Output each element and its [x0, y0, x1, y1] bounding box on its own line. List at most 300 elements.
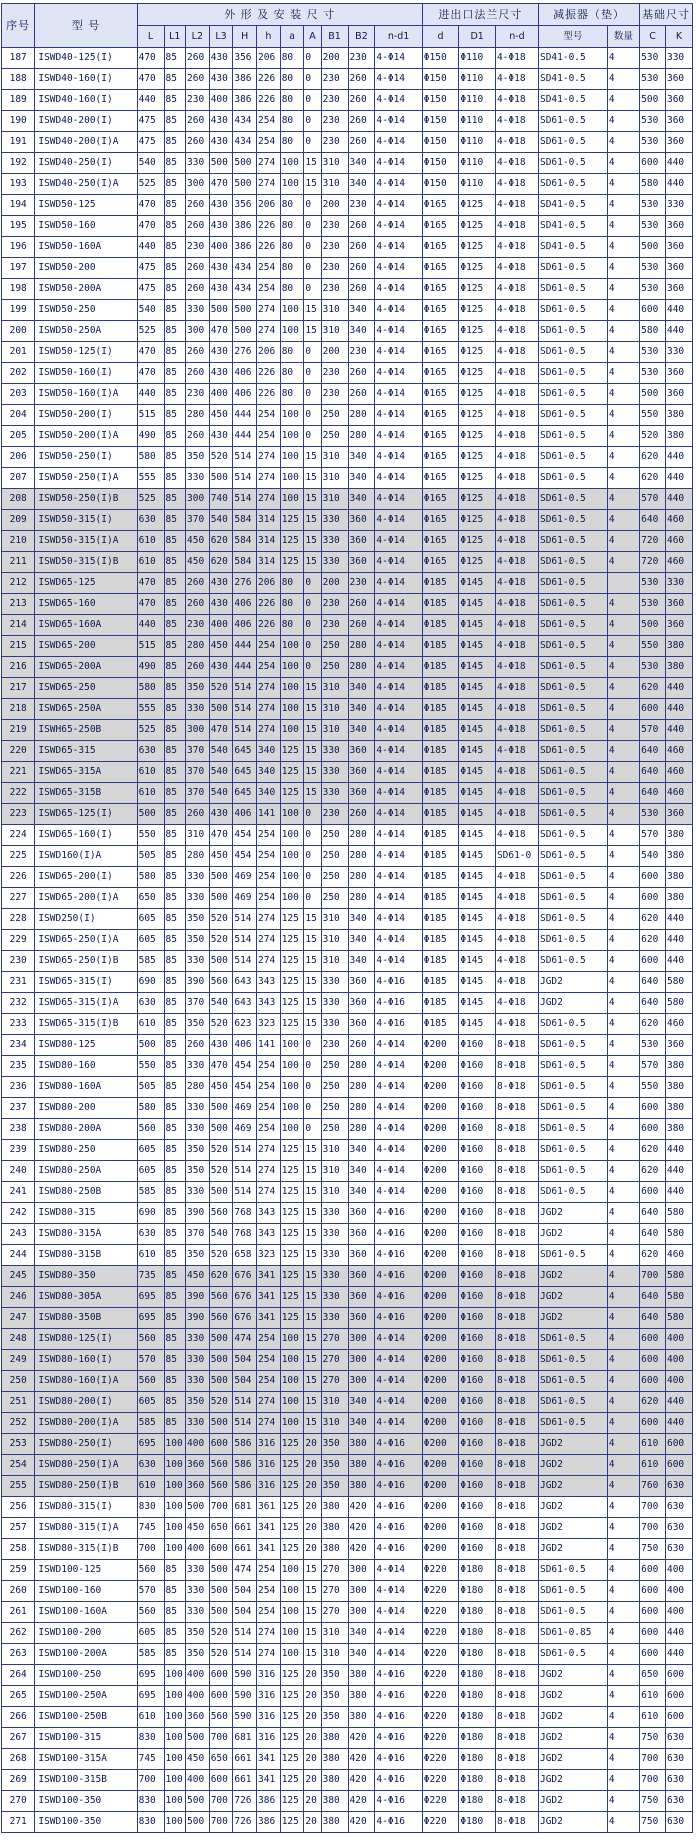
table-cell: 370	[186, 783, 210, 804]
table-cell: 514	[233, 489, 257, 510]
table-cell: 600	[209, 1686, 233, 1707]
table-cell: 350	[186, 930, 210, 951]
table-row	[2, 342, 693, 363]
table-cell: 4	[607, 1455, 639, 1476]
table-cell: SD61-0.5	[538, 1161, 607, 1182]
table-cell: 4-Φ18	[495, 216, 538, 237]
table-cell: 0	[304, 48, 321, 69]
table-cell: 4	[607, 321, 639, 342]
table-cell: 254	[257, 1350, 281, 1371]
table-cell: 100	[280, 1602, 304, 1623]
table-cell: 4	[607, 132, 639, 153]
table-cell: 340	[348, 930, 375, 951]
table-cell: 20	[304, 1476, 321, 1497]
table-cell: ISWD80-250(I)A	[35, 1455, 137, 1476]
table-cell: 444	[233, 426, 257, 447]
table-cell: 4-Φ14	[375, 1161, 422, 1182]
table-cell: 250	[321, 636, 348, 657]
table-cell: 125	[280, 1014, 304, 1035]
table-cell: 85	[164, 300, 186, 321]
table-cell: SD61-0.5	[538, 1371, 607, 1392]
table-cell: 230	[186, 237, 210, 258]
table-cell: 700	[640, 1749, 666, 1770]
col-header-n-d: n-d	[495, 26, 538, 48]
table-cell: 440	[665, 1161, 692, 1182]
table-cell: 226	[257, 363, 281, 384]
table-cell: 125	[280, 783, 304, 804]
table-cell: 610	[137, 531, 164, 552]
table-cell: 85	[164, 342, 186, 363]
table-cell: 600	[209, 1770, 233, 1791]
table-cell: Φ165	[422, 426, 459, 447]
table-cell: 4	[607, 384, 639, 405]
table-cell: 280	[348, 1119, 375, 1140]
table-cell: SD61-0.5	[538, 1098, 607, 1119]
table-cell: 0	[304, 1077, 321, 1098]
table-cell: 514	[233, 468, 257, 489]
table-cell: 500	[186, 1497, 210, 1518]
table-cell: 560	[209, 1203, 233, 1224]
table-cell: 620	[209, 552, 233, 573]
table-cell: 100	[280, 1329, 304, 1350]
table-row	[2, 1161, 693, 1182]
table-cell: 4-Φ16	[375, 1812, 422, 1833]
table-cell: 370	[186, 1224, 210, 1245]
table-cell: 250	[321, 1077, 348, 1098]
table-cell: 85	[164, 657, 186, 678]
table-cell: 434	[233, 258, 257, 279]
table-cell: 630	[665, 1476, 692, 1497]
table-cell: 236	[2, 1077, 35, 1098]
table-cell: 406	[233, 615, 257, 636]
table-cell: 217	[2, 678, 35, 699]
table-cell: 198	[2, 279, 35, 300]
table-cell: 400	[209, 615, 233, 636]
table-cell: SD61-0.5	[538, 678, 607, 699]
table-cell: Φ185	[422, 930, 459, 951]
table-cell: 15	[304, 1224, 321, 1245]
table-cell: 830	[137, 1791, 164, 1812]
table-cell: Φ200	[422, 1182, 459, 1203]
table-cell: 560	[209, 1308, 233, 1329]
table-cell: SD61-0.5	[538, 720, 607, 741]
table-cell: 540	[209, 1224, 233, 1245]
table-row	[2, 1539, 693, 1560]
table-cell: 590	[233, 1665, 257, 1686]
table-cell: ISWD80-200(I)A	[35, 1413, 137, 1434]
table-cell: 100	[280, 846, 304, 867]
table-cell: 100	[280, 1056, 304, 1077]
col-header-L: L	[137, 26, 164, 48]
table-cell: Φ160	[459, 1182, 496, 1203]
table-cell: ISWD80-315A	[35, 1224, 137, 1245]
table-cell: 330	[186, 699, 210, 720]
table-cell: 4-Φ14	[375, 867, 422, 888]
table-cell: 230	[2, 951, 35, 972]
table-row	[2, 1140, 693, 1161]
table-cell: 520	[209, 1161, 233, 1182]
table-cell: 600	[209, 1539, 233, 1560]
table-cell: Φ180	[459, 1560, 496, 1581]
table-cell: 200	[321, 195, 348, 216]
table-cell: 4-Φ14	[375, 741, 422, 762]
table-cell: SD61-0.5	[538, 384, 607, 405]
table-cell: 85	[164, 741, 186, 762]
table-cell: 8-Φ18	[495, 1581, 538, 1602]
table-cell: 4	[607, 1560, 639, 1581]
table-cell: 350	[186, 1623, 210, 1644]
table-cell: 340	[348, 1392, 375, 1413]
table-cell: 4-Φ14	[375, 1098, 422, 1119]
col-header-seq: 序号	[2, 4, 35, 48]
table-cell: 360	[348, 1266, 375, 1287]
table-row	[2, 1224, 693, 1245]
table-row	[2, 1791, 693, 1812]
table-cell: 600	[640, 1623, 666, 1644]
table-cell: SD61-0.5	[538, 1182, 607, 1203]
table-cell: 310	[321, 909, 348, 930]
table-cell: 230	[186, 615, 210, 636]
table-cell: 630	[137, 1455, 164, 1476]
table-cell: 4-Φ16	[375, 972, 422, 993]
table-cell: 85	[164, 1077, 186, 1098]
table-cell: 406	[233, 804, 257, 825]
table-cell: 80	[280, 132, 304, 153]
table-cell: 460	[665, 510, 692, 531]
table-cell: 330	[186, 300, 210, 321]
table-cell: 265	[2, 1686, 35, 1707]
table-cell: 125	[280, 762, 304, 783]
table-cell: 4-Φ14	[375, 951, 422, 972]
table-cell: 440	[665, 930, 692, 951]
col-header-damper-model: 型号	[538, 26, 607, 48]
table-cell: JGD2	[538, 1455, 607, 1476]
table-cell: 85	[164, 1329, 186, 1350]
table-cell: 0	[304, 90, 321, 111]
table-cell: Φ185	[422, 909, 459, 930]
table-cell: Φ200	[422, 1392, 459, 1413]
table-cell: Φ185	[422, 951, 459, 972]
table-cell: Φ160	[459, 1140, 496, 1161]
table-cell: 370	[186, 762, 210, 783]
table-cell: 0	[304, 573, 321, 594]
table-cell: 200	[321, 573, 348, 594]
table-cell: 600	[640, 1329, 666, 1350]
table-cell: 4	[607, 237, 639, 258]
table-cell: 85	[164, 69, 186, 90]
table-cell: Φ200	[422, 1035, 459, 1056]
table-cell: 300	[348, 1560, 375, 1581]
table-cell: 360	[665, 615, 692, 636]
table-cell: 380	[665, 405, 692, 426]
table-row	[2, 384, 693, 405]
table-cell: 469	[233, 888, 257, 909]
table-cell: ISWD80-350	[35, 1266, 137, 1287]
table-cell: 220	[2, 741, 35, 762]
table-cell: Φ165	[422, 237, 459, 258]
table-cell: 260	[186, 363, 210, 384]
table-cell: 505	[137, 1077, 164, 1098]
table-cell: ISWD50-315(I)	[35, 510, 137, 531]
table-row	[2, 1014, 693, 1035]
table-cell: 4	[607, 930, 639, 951]
table-cell: Φ160	[459, 1392, 496, 1413]
table-cell: ISWD65-160(I)	[35, 825, 137, 846]
table-cell: Φ180	[459, 1686, 496, 1707]
table-cell: 444	[233, 636, 257, 657]
table-cell: 330	[186, 867, 210, 888]
table-cell: 475	[137, 279, 164, 300]
table-cell: 260	[348, 615, 375, 636]
table-cell: Φ185	[422, 762, 459, 783]
table-cell: 474	[233, 1560, 257, 1581]
table-cell: 4-Φ18	[495, 510, 538, 531]
table-cell: Φ185	[422, 825, 459, 846]
table-cell: 0	[304, 342, 321, 363]
table-cell: 260	[186, 111, 210, 132]
table-cell: Φ110	[459, 48, 496, 69]
table-cell: 15	[304, 1014, 321, 1035]
table-cell: 193	[2, 174, 35, 195]
table-cell: 4	[607, 1035, 639, 1056]
table-cell: 4	[607, 447, 639, 468]
table-cell: 20	[304, 1497, 321, 1518]
table-cell: 530	[640, 216, 666, 237]
table-cell: 202	[2, 363, 35, 384]
table-row	[2, 1497, 693, 1518]
table-cell: 4-Φ14	[375, 1329, 422, 1350]
table-cell: 274	[257, 153, 281, 174]
table-cell: SD41-0.5	[538, 195, 607, 216]
table-cell: Φ165	[422, 321, 459, 342]
table-cell: 560	[209, 1707, 233, 1728]
table-cell: 676	[233, 1266, 257, 1287]
table-cell: 0	[304, 1056, 321, 1077]
table-cell: 343	[257, 993, 281, 1014]
table-cell: 500	[209, 300, 233, 321]
table-cell: ISWD80-200(I)	[35, 1392, 137, 1413]
table-cell: 640	[640, 1287, 666, 1308]
table-cell: 208	[2, 489, 35, 510]
table-cell: 610	[137, 1707, 164, 1728]
table-cell: 8-Φ18	[495, 1455, 538, 1476]
table-cell: 450	[186, 531, 210, 552]
table-cell: 141	[257, 1035, 281, 1056]
table-cell: 380	[348, 1665, 375, 1686]
table-cell: Φ200	[422, 1329, 459, 1350]
table-cell: ISWD50-160(I)A	[35, 384, 137, 405]
col-header-model: 型 号	[35, 4, 137, 48]
table-cell: 760	[640, 1476, 666, 1497]
table-cell: 360	[665, 594, 692, 615]
table-cell: 460	[665, 741, 692, 762]
table-cell: 125	[280, 531, 304, 552]
table-cell: ISWD80-315(I)B	[35, 1539, 137, 1560]
table-cell: 15	[304, 1140, 321, 1161]
table-cell: 4	[607, 363, 639, 384]
table-cell: 204	[2, 405, 35, 426]
table-cell: 600	[640, 153, 666, 174]
table-cell: 260	[348, 384, 375, 405]
table-cell: 600	[665, 1455, 692, 1476]
table-cell: Φ160	[459, 1329, 496, 1350]
table-cell: Φ185	[422, 1014, 459, 1035]
table-cell: 4-Φ14	[375, 237, 422, 258]
table-cell: Φ185	[422, 993, 459, 1014]
table-cell: 605	[137, 1392, 164, 1413]
table-cell: 386	[233, 90, 257, 111]
table-cell: 330	[665, 48, 692, 69]
table-cell: 4-Φ14	[375, 783, 422, 804]
table-cell: 80	[280, 594, 304, 615]
table-cell: 585	[137, 1413, 164, 1434]
table-cell: 4-Φ14	[375, 615, 422, 636]
table-cell: ISWD100-160	[35, 1581, 137, 1602]
table-cell: 100	[280, 1392, 304, 1413]
table-cell: SD61-0.5	[538, 1245, 607, 1266]
table-cell: 200	[2, 321, 35, 342]
table-cell: 4-Φ14	[375, 699, 422, 720]
table-cell: 610	[640, 1686, 666, 1707]
table-cell: Φ125	[459, 258, 496, 279]
table-cell: 260	[348, 111, 375, 132]
table-cell: ISWD50-250	[35, 300, 137, 321]
table-cell: 274	[257, 1413, 281, 1434]
table-cell: 600	[640, 951, 666, 972]
table-cell: 380	[348, 1455, 375, 1476]
table-cell: 125	[280, 1686, 304, 1707]
table-cell: 4	[607, 1161, 639, 1182]
table-cell: 620	[640, 1161, 666, 1182]
col-header-L3: L3	[209, 26, 233, 48]
table-cell: SD41-0.5	[538, 48, 607, 69]
table-cell: 190	[2, 111, 35, 132]
table-cell: 400	[186, 1434, 210, 1455]
table-cell: 430	[209, 804, 233, 825]
table-cell: 258	[2, 1539, 35, 1560]
table-cell: 350	[186, 447, 210, 468]
table-row	[2, 804, 693, 825]
table-cell: 360	[665, 804, 692, 825]
table-cell: 695	[137, 1308, 164, 1329]
table-cell: Φ185	[422, 657, 459, 678]
table-cell: 340	[348, 300, 375, 321]
table-cell: 141	[257, 804, 281, 825]
table-cell: 4-Φ18	[495, 783, 538, 804]
table-cell: 330	[665, 573, 692, 594]
table-cell: 380	[321, 1749, 348, 1770]
table-cell: 580	[665, 1203, 692, 1224]
table-cell: 4-Φ16	[375, 1665, 422, 1686]
table-cell: 85	[164, 699, 186, 720]
table-cell: 314	[257, 510, 281, 531]
table-cell: SD61-0.5	[538, 1392, 607, 1413]
table-cell: 316	[257, 1728, 281, 1749]
table-cell: 520	[209, 1245, 233, 1266]
table-cell: 380	[665, 657, 692, 678]
table-cell: 0	[304, 636, 321, 657]
table-row	[2, 1308, 693, 1329]
table-cell: 15	[304, 1623, 321, 1644]
table-cell: 386	[233, 216, 257, 237]
table-cell: 4-Φ18	[495, 636, 538, 657]
table-cell: 0	[304, 1035, 321, 1056]
table-cell: 550	[640, 1077, 666, 1098]
table-cell: 85	[164, 1245, 186, 1266]
table-cell: SD61-0.5	[538, 930, 607, 951]
table-cell: 4	[607, 1623, 639, 1644]
table-cell: 500	[640, 237, 666, 258]
table-cell: 560	[209, 1287, 233, 1308]
table-cell: 4	[607, 1791, 639, 1812]
table-row	[2, 1245, 693, 1266]
table-cell: 540	[209, 993, 233, 1014]
table-cell: 15	[304, 1161, 321, 1182]
table-cell: 400	[665, 1581, 692, 1602]
table-cell: SD61-0.5	[538, 1581, 607, 1602]
table-cell: 340	[348, 909, 375, 930]
table-cell: 340	[348, 447, 375, 468]
table-cell: 316	[257, 1707, 281, 1728]
table-cell: 4-Φ16	[375, 1434, 422, 1455]
table-cell: 20	[304, 1518, 321, 1539]
table-cell: 270	[321, 1350, 348, 1371]
table-cell: 330	[321, 1014, 348, 1035]
table-cell: 380	[665, 825, 692, 846]
table-cell: 341	[257, 1308, 281, 1329]
table-cell: 230	[321, 90, 348, 111]
table-cell: Φ220	[422, 1812, 459, 1833]
table-cell: 206	[2, 447, 35, 468]
table-cell: ISWD50-315(I)B	[35, 552, 137, 573]
table-cell: 340	[348, 720, 375, 741]
table-cell: 20	[304, 1707, 321, 1728]
table-cell: 676	[233, 1308, 257, 1329]
table-cell: 205	[2, 426, 35, 447]
table-cell: 246	[2, 1287, 35, 1308]
table-cell: 470	[137, 195, 164, 216]
table-cell: 262	[2, 1623, 35, 1644]
table-cell: 4	[607, 1266, 639, 1287]
table-cell: 620	[640, 1014, 666, 1035]
table-cell: 4-Φ16	[375, 1518, 422, 1539]
table-cell: 470	[209, 321, 233, 342]
table-cell: 100	[164, 1728, 186, 1749]
table-cell: 206	[257, 195, 281, 216]
table-cell: 15	[304, 1644, 321, 1665]
table-cell: ISWD100-315B	[35, 1770, 137, 1791]
table-cell: 85	[164, 447, 186, 468]
col-header-h: h	[257, 26, 281, 48]
table-cell: 274	[257, 1623, 281, 1644]
table-row	[2, 216, 693, 237]
table-cell: 0	[304, 1119, 321, 1140]
table-cell: 555	[137, 468, 164, 489]
table-cell: 590	[233, 1707, 257, 1728]
table-cell: 500	[640, 90, 666, 111]
table-cell: 500	[209, 1371, 233, 1392]
table-cell: 584	[233, 552, 257, 573]
table-cell: SD61-0.5	[538, 846, 607, 867]
table-cell: 310	[321, 1182, 348, 1203]
table-cell: 100	[280, 321, 304, 342]
table-cell: 274	[257, 909, 281, 930]
table-cell: 4	[607, 1308, 639, 1329]
table-cell: 330	[665, 195, 692, 216]
table-cell: 340	[348, 174, 375, 195]
table-cell: 640	[640, 783, 666, 804]
table-cell: 360	[348, 510, 375, 531]
